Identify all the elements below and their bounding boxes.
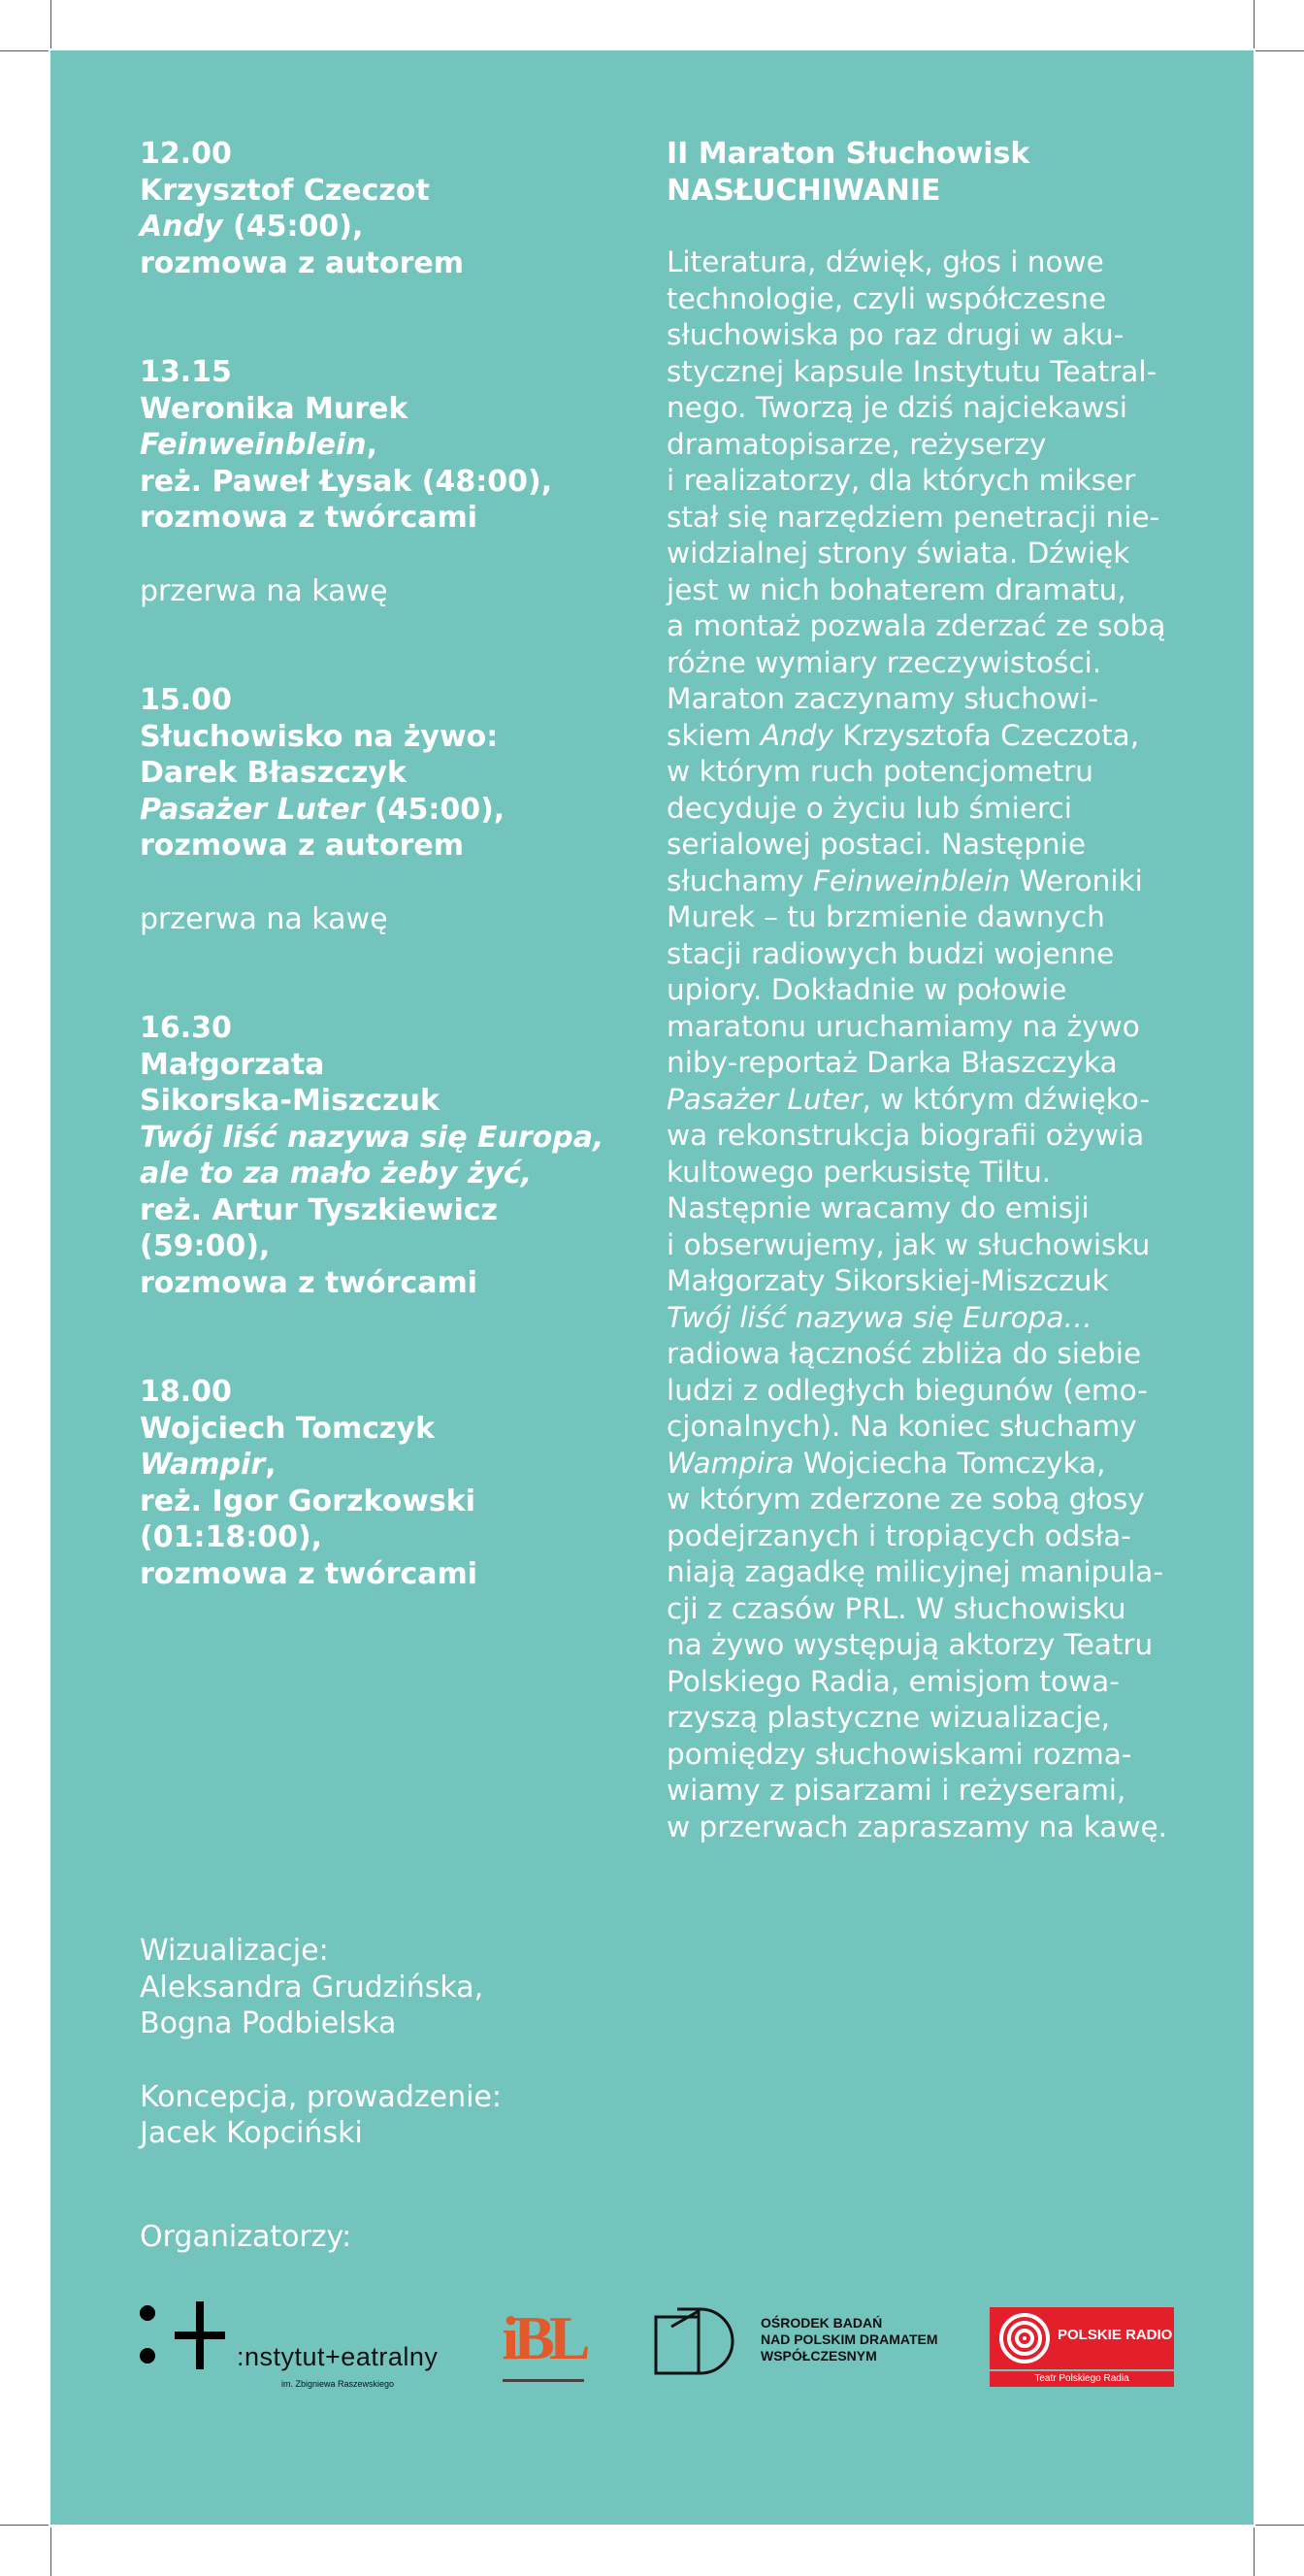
description-text: i obserwujemy, jak w słuchowisku [667,1227,1151,1261]
credits-name: Jacek Kopciński [140,2116,363,2150]
crop-mark [50,0,51,49]
description-line [667,390,1224,427]
instytut-teatralny-logo [140,2301,508,2398]
description-text: niają zagadkę milicyjnej manipula- [667,1555,1163,1588]
description-line [667,645,1224,682]
description-line [667,1446,1224,1483]
slot-title-suffix: , [366,428,378,462]
instytut-sub: im. Zbigniewa Raszewskiego [281,2379,395,2389]
slot-title: Feinweinblein [140,428,367,462]
description-text: stycznej kapsule Instytutu Teatral- [667,354,1157,388]
obn-line: OŚRODEK BADAŃ [761,2315,883,2331]
slot-note: rozmowa z twórcami [140,1265,478,1300]
description-title: Twój liść nazywa się Europa… [667,1300,1092,1334]
crop-mark [50,2527,51,2576]
description-text: pomiędzy słuchowiskami rozma- [667,1737,1132,1771]
ibl-logo [499,2299,588,2385]
description-text: w którym zderzone ze sobą głosy [667,1483,1145,1516]
slot-author: Małgorzata [140,1047,325,1082]
description-text: i realizatorzy, dla których mikser [667,464,1136,497]
crop-mark [0,2525,49,2526]
event-heading [667,136,1224,209]
description-text: rzyszą plastyczne wizualizacje, [667,1701,1111,1734]
heading-line-1: II Maraton Słuchowisk [667,137,1030,171]
slot-time: 18.00 [140,1375,232,1409]
description-text: widzialnej strony świata. Dźwięk [667,537,1130,570]
slot-live-label: Słuchowisko na żywo: [140,719,499,754]
description-line [667,718,1224,755]
plus-icon [175,2331,225,2339]
description-line [667,1591,1224,1628]
slot-time: 15.00 [140,683,232,717]
description-line [667,1336,1224,1373]
crop-mark [1254,0,1255,49]
schedule-column [140,136,683,1665]
description-text: nego. Tworzą je dziś najciekawsi [667,391,1127,424]
description-text: wa rekonstrukcja biografii ożywia [667,1119,1145,1152]
crop-mark [1254,2527,1255,2576]
description-line [667,317,1224,354]
description-text: niby-reportaż Darka Błaszczyka [667,1046,1118,1079]
slot-title: Wampir [140,1448,266,1482]
slot-author: Wojciech Tomczyk [140,1411,436,1446]
description-line [667,1773,1224,1810]
event-description [667,245,1224,1845]
description-text: Literatura, dźwięk, głos i nowe [667,245,1104,278]
slot-duration: (59:00), [140,1229,271,1263]
description-text: w którym ruch potencjometru [667,755,1093,788]
description-text: , w którym dźwięko- [862,1082,1151,1116]
slot-director: reż. Artur Tyszkiewicz [140,1192,498,1227]
credits-label: Koncepcja, prowadzenie: [140,2079,502,2114]
logo-dot [140,2348,155,2364]
description-text: Krzysztofa Czeczota, [832,718,1140,752]
description-text: maratonu uruchamiamy na żywo [667,1009,1140,1043]
description-text: Murek – tu brzmienie dawnych [667,900,1105,933]
description-text: serialowej postaci. Następnie [667,828,1086,861]
obn-logo [652,2303,962,2381]
slot-duration: (45:00), [364,792,505,827]
credits-concept [140,2079,819,2152]
obn-line: WSPÓŁCZESNYM [761,2348,877,2364]
description-title: Pasażer Luter [667,1082,863,1116]
slot-director: reż. Igor Gorzkowski [140,1484,475,1518]
description-line [667,1227,1224,1264]
slot-director: reż. Paweł Łysak (48:00), [140,464,553,499]
slot-note: rozmowa z autorem [140,245,464,280]
description-text: wiamy z pisarzami i reżyserami, [667,1774,1126,1807]
description-text: a montaż pozwala zderzać ze sobą [667,609,1166,642]
pr-brand: POLSKIE RADIO [1058,2327,1173,2343]
slot-author: Sikorska-Miszczuk [140,1084,440,1118]
slot-title-suffix: , [265,1448,277,1482]
description-text: Maraton zaczynamy słuchowi- [667,682,1098,715]
schedule-slot-1630 [140,1010,683,1301]
description-line [667,536,1224,572]
slot-duration: (01:18:00), [140,1520,323,1554]
slot-note: rozmowa z twórcami [140,1556,478,1591]
description-line [667,427,1224,464]
crop-mark [1255,50,1304,51]
pr-sub: Teatr Polskiego Radia [990,2371,1174,2387]
description-line [667,1300,1224,1337]
description-text: skiem [667,718,761,752]
description-text: różne wymiary rzeczywistości. [667,645,1102,679]
description-text: ludzi z odległych biegunów (emo- [667,1373,1148,1407]
crop-mark [1255,2525,1304,2526]
description-text: stał się narzędziem penetracji nie- [667,500,1160,534]
description-line [667,608,1224,645]
description-line [667,754,1224,791]
slot-time: 12.00 [140,137,232,171]
description-text: na żywo występują aktorzy Teatru [667,1628,1154,1661]
description-line [667,899,1224,936]
description-text: stacji radiowych budzi wojenne [667,936,1115,970]
description-line [667,972,1224,1009]
obn-emblem-icon [652,2303,739,2381]
description-line [667,1263,1224,1300]
credits-name: Aleksandra Grudzińska, [140,1970,484,2005]
description-line [667,1009,1224,1046]
description-text: Małgorzaty Sikorskiej-Miszczuk [667,1264,1109,1297]
description-text: jest w nich bohaterem dramatu, [667,572,1126,606]
description-line [667,1190,1224,1227]
description-line [667,1082,1224,1119]
slot-title: ale to za mało żeby żyć, [140,1157,533,1190]
description-line [667,500,1224,537]
description-line [667,1118,1224,1155]
schedule-slot-1800 [140,1374,683,1592]
description-text: Polskiego Radia, emisjom towa- [667,1664,1120,1698]
description-line [667,791,1224,828]
description-text: słuchowiska po raz drugi w aku- [667,318,1125,351]
crop-mark [0,50,49,51]
slot-title: Twój liść nazywa się Europa, [140,1120,604,1155]
ibl-underline [503,2379,584,2382]
schedule-slot-1500 [140,682,683,864]
description-line [667,354,1224,391]
credits-label: Wizualizacje: [140,1934,329,1968]
description-text: cjonalnych). Na koniec słuchamy [667,1410,1137,1443]
description-column [667,136,1224,1845]
slot-time: 13.15 [140,355,232,389]
description-text: decyduje o życiu lub śmierci [667,791,1072,825]
slot-time: 16.30 [140,1011,232,1045]
ibl-mark: iBL [502,2303,585,2372]
slot-author: Darek Błaszczyk [140,756,407,790]
description-line [667,245,1224,281]
description-text: technologie, czyli współczesne [667,281,1107,315]
slot-author: Krzysztof Czeczot [140,173,430,208]
credits-visualizations [140,1933,819,2042]
description-line [667,1045,1224,1082]
slot-author: Weronika Murek [140,391,408,426]
description-line [667,1482,1224,1518]
description-text: radiowa łączność zbliża do siebie [667,1337,1142,1370]
coffee-break: przerwa na kawę [140,901,388,936]
description-line [667,1664,1224,1701]
description-text: Następnie wracamy do emisji [667,1191,1090,1224]
description-line [667,1627,1224,1664]
description-text: upiory. Dokładnie w połowie [667,973,1067,1006]
description-text: słuchamy [667,864,814,897]
description-text: w przerwach zapraszamy na kawę. [667,1810,1168,1843]
slot-note: rozmowa z twórcami [140,501,478,535]
slot-duration: (45:00), [222,210,364,244]
slot-title: Pasażer Luter [140,792,365,827]
description-line [667,1554,1224,1591]
description-line [667,281,1224,318]
description-line [667,1409,1224,1446]
description-line [667,572,1224,609]
credits-name: Bogna Podbielska [140,2006,397,2040]
instytut-name: :nstytut+eatralny [237,2342,439,2371]
description-line [667,1518,1224,1555]
obn-name [761,2315,938,2364]
description-text: podejrzanych i tropiących odsła- [667,1518,1131,1552]
description-line [667,681,1224,718]
heading-line-2: NASŁUCHIWANIE [667,173,941,208]
schedule-slot-1315 [140,354,683,537]
description-text: kultowego perkusistę Tiltu. [667,1155,1052,1189]
organizers-label: Organizatorzy: [140,2220,352,2254]
polskie-radio-logo [990,2307,1174,2385]
slot-note: rozmowa z autorem [140,829,464,863]
coffee-break: przerwa na kawę [140,573,388,608]
description-line [667,1700,1224,1737]
description-line [667,1810,1224,1846]
description-title: Wampira [667,1446,795,1480]
radio-waves-icon [999,2313,1050,2364]
description-text: Wojciecha Tomczyka, [794,1446,1106,1480]
description-line [667,827,1224,864]
schedule-slot-1200 [140,136,683,281]
description-title: Feinweinblein [813,864,1011,897]
description-line [667,864,1224,900]
description-line [667,936,1224,973]
description-line [667,1373,1224,1410]
description-text: dramatopisarze, reżyserzy [667,427,1047,461]
flyer-panel [50,50,1254,2525]
description-title: Andy [760,718,833,752]
description-line [667,1737,1224,1774]
description-line [667,463,1224,500]
logo-dot [140,2305,155,2321]
credits [140,1933,819,2189]
description-line [667,1155,1224,1191]
description-text: Weroniki [1010,864,1143,897]
obn-line: NAD POLSKIM DRAMATEM [761,2331,938,2347]
description-text: cji z czasów PRL. W słuchowisku [667,1591,1126,1625]
slot-title: Andy [140,210,223,244]
